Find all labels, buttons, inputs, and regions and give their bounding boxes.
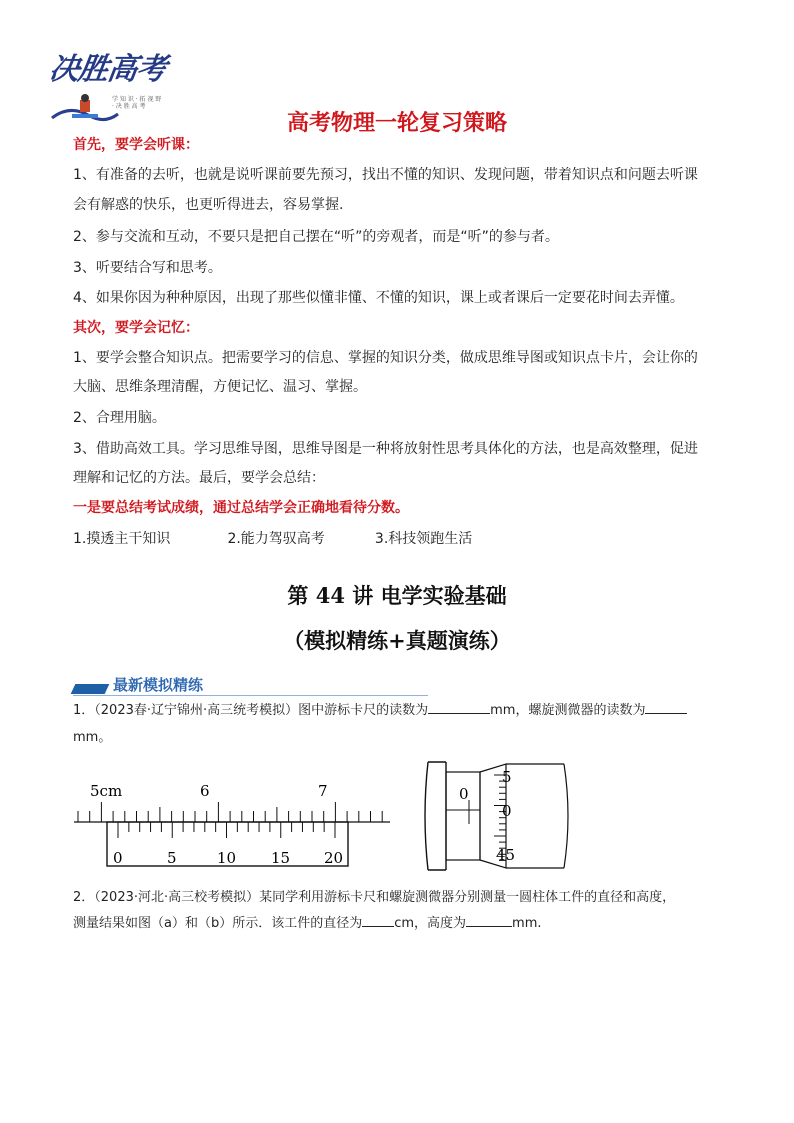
caliper-main-label: 6: [200, 782, 210, 800]
micrometer-sleeve-label: 0: [459, 785, 469, 803]
question-2-line2: [73, 910, 723, 937]
logo-subtext: 学 知 识 · 拓 视 野 · 决 胜 高 考: [112, 96, 162, 110]
logo-text: 决胜高考: [47, 52, 168, 87]
micrometer-thimble-label: 5: [502, 768, 512, 786]
section1-item: 1、有准备的去听，也就是说听课前要先预习，找出不懂的知识、发现问题，带着知识点和问题去听课: [73, 167, 698, 183]
summary-item: 1.摸透主干知识: [73, 531, 171, 547]
section2-item: 2、合理用脑。: [73, 410, 166, 426]
caliper-vernier-label: 5: [167, 849, 177, 867]
section2-item: 1、要学会整合知识点。把需要学习的信息、掌握的知识分类，做成思维导图或知识点卡片，会让你的: [73, 350, 698, 366]
q1-blank-2[interactable]: [645, 699, 687, 714]
q2-mid: cm，高度为: [394, 916, 467, 931]
caliper-vernier-label: 0: [113, 849, 123, 867]
q1-suffix: mm。: [73, 730, 112, 745]
q1-prefix: 1．（2023春·辽宁锦州·高三统考模拟）图中游标卡尺的读数为: [73, 703, 429, 718]
lesson-subtitle: （模拟精练+真题演练）: [283, 628, 511, 653]
section1-heading: 首先，要学会听课：: [73, 137, 199, 153]
page-title: 高考物理一轮复习策略: [286, 111, 507, 136]
q2-blank-2[interactable]: [466, 912, 512, 927]
micrometer-thimble-label: 0: [502, 802, 512, 820]
caliper-main-label: 7: [318, 782, 328, 800]
micrometer-figure: [422, 758, 582, 874]
summary-items: [73, 526, 723, 553]
summary-item: 3.科技领跑生活: [374, 531, 473, 547]
section1-item: 2、参与交流和互动，不要只是把自己摆在“听”的旁观者，而是“听”的参与者。: [73, 229, 559, 245]
caliper-vernier-label: 10: [217, 849, 237, 867]
section1-item: 会有解惑的快乐，也更听得进去，容易掌握.: [73, 197, 344, 213]
caliper-main-label: 5cm: [90, 782, 123, 800]
section2-item: 大脑、思维条理清醒，方便记忆、温习、掌握。: [73, 379, 367, 395]
vernier-caliper-figure: [74, 780, 390, 872]
micrometer-thimble-label: 45: [496, 846, 516, 864]
section1-item: 3、听要结合写和思考。: [73, 260, 222, 276]
banner-line: [73, 695, 428, 696]
section1-item: 4、如果你因为种种原因，出现了那些似懂非懂、不懂的知识，课上或者课后一定要花时间去弄懂。: [73, 290, 684, 306]
q2-blank-1[interactable]: [362, 912, 394, 927]
caliper-vernier-label: 20: [324, 849, 344, 867]
question-2-line1: 2．（2023·河北·高三校考模拟）某同学利用游标卡尺和螺旋测微器分别测量一圆柱体工件的直径和高度，: [73, 890, 676, 905]
q1-mid: mm，螺旋测微器的读数为: [490, 703, 646, 718]
caliper-vernier-label: 15: [271, 849, 291, 867]
question-1: [73, 697, 723, 724]
section2-item: 3、借助高效工具。学习思维导图，思维导图是一种将放射性思考具体化的方法，也是高效整理，促进: [73, 441, 698, 457]
banner-bar: [71, 684, 110, 694]
q2-suffix: mm.: [512, 916, 542, 931]
lesson-title: 第 44 讲 电学实验基础: [287, 583, 507, 608]
section2-heading: 其次，要学会记忆：: [73, 320, 199, 336]
q1-blank-1[interactable]: [428, 699, 490, 714]
section-banner: [73, 676, 433, 696]
summary-item: 2.能力驾驭高考: [227, 531, 325, 547]
q2-prefix: 测量结果如图（a）和（b）所示．该工件的直径为: [73, 916, 363, 931]
summary-red: 一是要总结考试成绩，通过总结学会正确地看待分数。: [73, 500, 409, 516]
banner-text: 最新模拟精练: [113, 676, 204, 694]
section2-item: 理解和记忆的方法。最后，要学会总结：: [73, 470, 325, 486]
